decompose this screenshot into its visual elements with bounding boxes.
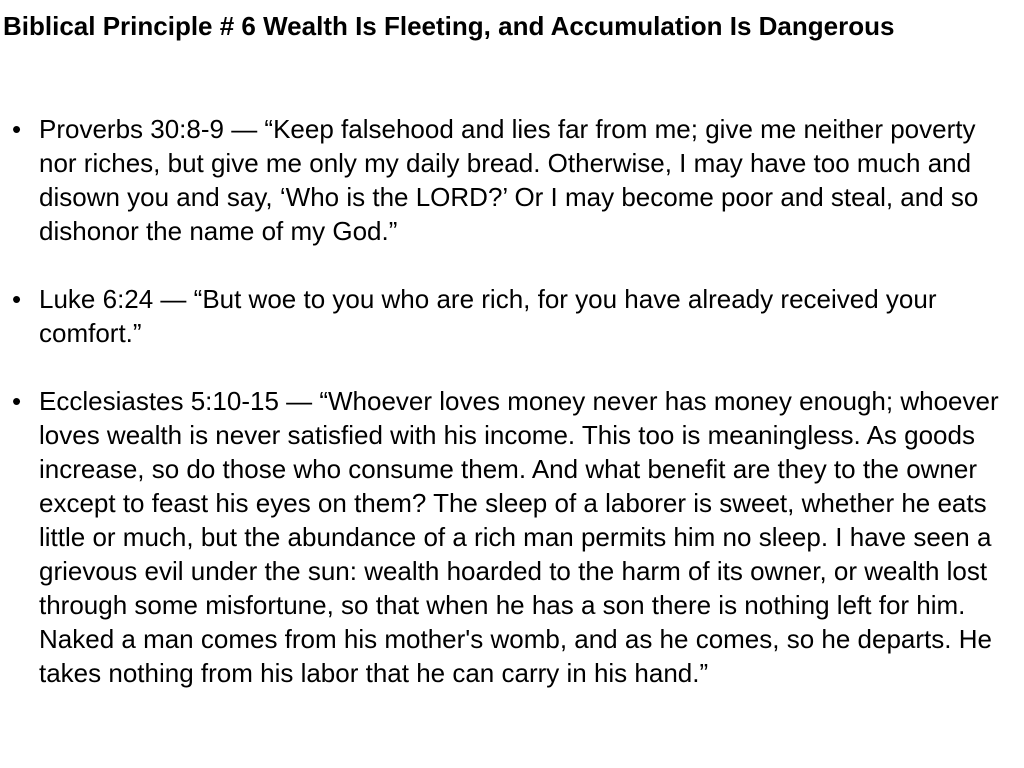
bullet-icon: •	[12, 284, 22, 314]
scripture-text: Ecclesiastes 5:10-15 — “Whoever loves money never has money enough; whoever loves wealth is never satisfied with his income. This too is meaningless. As goods increase, so do those who consume them. And what benefit are they to the owner except to feast his eyes on them? The sleep of a laborer is sweet, whether he eats little or much, but the abundance of a rich man permits him no sleep. I have seen a grievous evil under the sun: wealth hoarded to the harm of its owner, or wealth lost through some misfortune, so that when he has a son there is nothing left for him. Naked a man comes from his mother's womb, and as he comes, so he departs. He takes nothing from his labor that he can carry in his hand.”	[39, 386, 999, 688]
scripture-list	[0, 112, 1010, 724]
list-item-ecclesiastes	[0, 384, 1010, 690]
bullet-icon: •	[12, 386, 22, 416]
list-item-luke	[0, 282, 1010, 350]
list-item-proverbs	[0, 112, 1010, 248]
scripture-text: Proverbs 30:8-9 — “Keep falsehood and lies far from me; give me neither poverty nor riches, but give me only my daily bread. Otherwise, I may have too much and disown you and say, ‘Who is the LORD?’ Or I may become poor and steal, and so dishonor the name of my God.”	[39, 114, 979, 246]
slide-title: Biblical Principle # 6 Wealth Is Fleeting, and Accumulation Is Dangerous	[3, 11, 895, 41]
bullet-icon: •	[12, 114, 22, 144]
scripture-text: Luke 6:24 — “But woe to you who are rich, for you have already received your comfort.”	[39, 284, 937, 348]
